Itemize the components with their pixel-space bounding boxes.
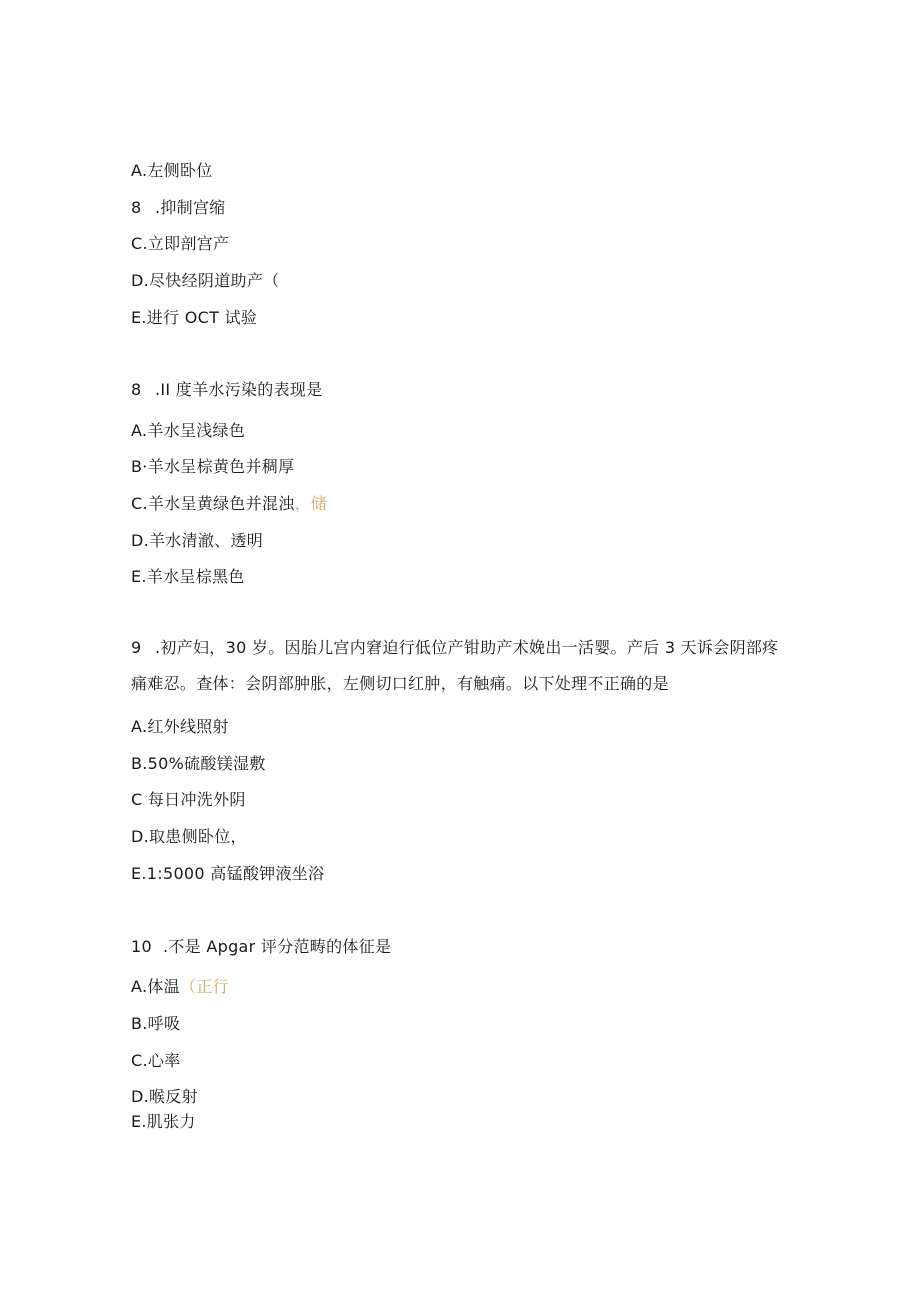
q10-option-c: C.心率: [131, 1051, 181, 1070]
q9-option-a: A.红外线照射: [131, 717, 229, 736]
q10-stem-text: .不是 Apgar 评分范畴的体征是: [163, 937, 392, 956]
q8-stem-text: .II 度羊水污染的表现是: [155, 380, 323, 399]
q10-option-a-mark: （正行: [179, 977, 229, 996]
q9-number: 9: [131, 638, 142, 657]
q7-option-b: [131, 198, 226, 218]
q7-option-b-text: .抑制宫缩: [155, 198, 226, 217]
q10-option-a-text: A.体温: [131, 977, 180, 996]
q9-option-e: E.1:5000 高锰酸钾液坐浴: [131, 864, 325, 883]
q8-option-e: E.羊水呈棕黑色: [131, 567, 245, 586]
q8-stem: [131, 380, 323, 400]
q9-stem-text: .初产妇，30 岁。因胎儿宫内窘迫行低位产钳助产术娩出一活婴。产后 3 天诉会阴部疼痛难忍。查体：会阴部肿胀，左侧切口红肿，有触痛。以下处理不正确的是: [131, 638, 779, 693]
q7-option-b-number: 8: [131, 198, 142, 217]
q9-option-d: D.取患侧卧位，: [131, 827, 247, 846]
q10-option-b: B.呼吸: [131, 1014, 181, 1033]
q8-option-d: D.羊水清澈、透明: [131, 531, 264, 550]
q9-option-b: B.50%硫酸镁湿敷: [131, 754, 266, 773]
q7-option-a: A.左侧卧位: [131, 161, 213, 180]
q10-option-e: E.肌张力: [131, 1112, 196, 1131]
q8-option-a: A.羊水呈浅绿色: [131, 421, 246, 440]
q10-stem: [131, 937, 391, 957]
q10-option-d: D.喉反射: [131, 1087, 198, 1106]
q8-option-b: B·羊水呈棕黄色并稠厚: [131, 457, 295, 476]
q8-number: 8: [131, 380, 142, 399]
q7-option-c: C.立即剖宫产: [131, 234, 230, 253]
q9-option-c: C 每日冲洗外阴: [131, 790, 246, 809]
q10-option-a: [131, 977, 229, 997]
q7-option-e: E.进行 OCT 试验: [131, 308, 258, 327]
q7-option-d: D.尽快经阴道助产（: [131, 271, 280, 290]
q8-option-c-text: C.羊水呈黄绿色并混浊: [131, 494, 295, 513]
q9-stem: [131, 630, 791, 702]
q8-option-c: [131, 494, 327, 514]
q10-number: 10: [131, 937, 152, 956]
q8-option-c-mark: ，储: [294, 494, 328, 513]
